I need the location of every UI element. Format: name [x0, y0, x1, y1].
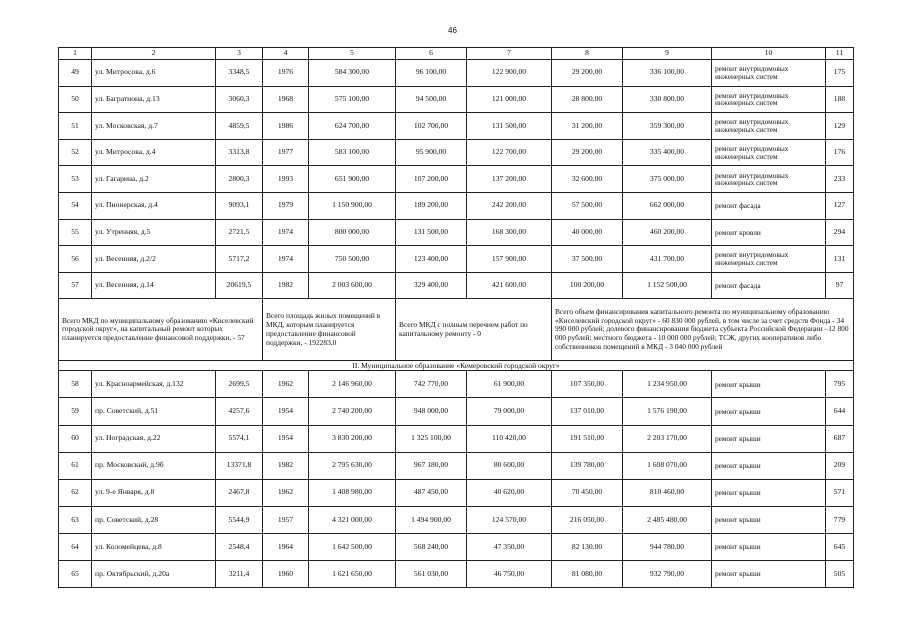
regional-budget: 242 200,00	[467, 192, 552, 219]
summary-living-area: Всего площадь жилых помещений в МКД, которым планируется предоставление финансовой поддержки, - 192283,0	[263, 299, 396, 361]
total-area: 2467,8	[216, 479, 263, 506]
fund-share: 1 325 100,00	[396, 425, 467, 452]
total-area: 3211,4	[216, 561, 263, 588]
last-column: 233	[826, 166, 854, 193]
last-column: 131	[826, 246, 854, 273]
build-year: 1954	[263, 398, 309, 425]
row-number: 61	[59, 452, 92, 479]
column-number: 2	[92, 48, 216, 60]
total-cost: 1 408 980,00	[309, 479, 396, 506]
build-year: 1962	[263, 371, 309, 398]
local-budget: 28 800,00	[552, 86, 623, 113]
total-area: 13371,8	[216, 452, 263, 479]
fund-share: 329 400,00	[396, 272, 467, 299]
work-type: ремонт внутридомовых инженерных систем	[712, 86, 826, 113]
work-type: ремонт крыши	[712, 452, 826, 479]
row-number: 59	[59, 398, 92, 425]
address: ул. Коломейцева, д.8	[92, 533, 216, 560]
local-budget: 137 010,00	[552, 398, 623, 425]
last-column: 188	[826, 86, 854, 113]
fund-share: 189 200,00	[396, 192, 467, 219]
total-cost: 584 300,00	[309, 60, 396, 87]
work-type: ремонт внутридомовых инженерных систем	[712, 246, 826, 273]
total-cost: 3 830 200,00	[309, 425, 396, 452]
address: пр. Советский, д.28	[92, 506, 216, 533]
address: ул. Весенняя, д.14	[92, 272, 216, 299]
total-area: 20619,5	[216, 272, 263, 299]
total-area: 3060,3	[216, 86, 263, 113]
total-cost: 4 321 000,00	[309, 506, 396, 533]
work-type: ремонт крыши	[712, 425, 826, 452]
owners-funds: 810 460,00	[623, 479, 712, 506]
address: ул. Митросова, д.6	[92, 60, 216, 87]
last-column: 779	[826, 506, 854, 533]
address: пр. Советский, д.51	[92, 398, 216, 425]
local-budget: 31 200,00	[552, 113, 623, 140]
regional-budget: 110 420,00	[467, 425, 552, 452]
last-column: 687	[826, 425, 854, 452]
build-year: 1979	[263, 192, 309, 219]
build-year: 1976	[263, 60, 309, 87]
regional-budget: 157 900,00	[467, 246, 552, 273]
work-type: ремонт внутридомовых инженерных систем	[712, 139, 826, 166]
work-type: ремонт кровли	[712, 219, 826, 246]
column-number: 5	[309, 48, 396, 60]
build-year: 1962	[263, 479, 309, 506]
address: ул. Красноармейская, д.132	[92, 371, 216, 398]
row-number: 49	[59, 60, 92, 87]
regional-budget: 124 570,00	[467, 506, 552, 533]
row-number: 51	[59, 113, 92, 140]
column-number: 7	[467, 48, 552, 60]
table-row	[59, 192, 854, 219]
fund-share: 96 100,00	[396, 60, 467, 87]
owners-funds: 460 200,00	[623, 219, 712, 246]
table-row	[59, 371, 854, 398]
local-budget: 81 080,00	[552, 561, 623, 588]
row-number: 62	[59, 479, 92, 506]
build-year: 1974	[263, 246, 309, 273]
regional-budget: 46 750,00	[467, 561, 552, 588]
owners-funds: 1 608 070,00	[623, 452, 712, 479]
total-area: 2800,3	[216, 166, 263, 193]
work-type: ремонт крыши	[712, 561, 826, 588]
build-year: 1954	[263, 425, 309, 452]
regional-budget: 122 900,00	[467, 60, 552, 87]
owners-funds: 335 400,00	[623, 139, 712, 166]
capital-repair-table	[58, 47, 854, 588]
total-cost: 583 100,00	[309, 139, 396, 166]
last-column: 644	[826, 398, 854, 425]
address: пр. Октябрьский, д.20а	[92, 561, 216, 588]
fund-share: 131 500,00	[396, 219, 467, 246]
owners-funds: 1 152 500,00	[623, 272, 712, 299]
total-cost: 1 642 500,00	[309, 533, 396, 560]
last-column: 294	[826, 219, 854, 246]
local-budget: 29 200,00	[552, 139, 623, 166]
local-budget: 82 130,00	[552, 533, 623, 560]
table-row	[59, 86, 854, 113]
column-number: 11	[826, 48, 854, 60]
build-year: 1960	[263, 561, 309, 588]
table-row	[59, 533, 854, 560]
address: ул. Гагарина, д.2	[92, 166, 216, 193]
total-area: 5717,2	[216, 246, 263, 273]
column-number: 4	[263, 48, 309, 60]
address: ул. Митросова, д.4	[92, 139, 216, 166]
fund-share: 95 900,00	[396, 139, 467, 166]
build-year: 1974	[263, 219, 309, 246]
row-number: 52	[59, 139, 92, 166]
regional-budget: 168 300,00	[467, 219, 552, 246]
summary-full-works: Всего МКД с полным перечнем работ по капитальному ремонту - 0	[396, 299, 552, 361]
row-number: 58	[59, 371, 92, 398]
total-cost: 800 000,00	[309, 219, 396, 246]
table-row	[59, 479, 854, 506]
fund-share: 102 700,00	[396, 113, 467, 140]
row-number: 50	[59, 86, 92, 113]
row-number: 65	[59, 561, 92, 588]
table-row	[59, 272, 854, 299]
total-cost: 2 146 960,00	[309, 371, 396, 398]
owners-funds: 2 203 170,00	[623, 425, 712, 452]
owners-funds: 359 300,00	[623, 113, 712, 140]
row-number: 53	[59, 166, 92, 193]
build-year: 1993	[263, 166, 309, 193]
row-number: 64	[59, 533, 92, 560]
section-title: II. Муниципальное образование «Кемеровский городской округ»	[59, 361, 854, 371]
last-column: 795	[826, 371, 854, 398]
column-number: 6	[396, 48, 467, 60]
total-area: 5574,1	[216, 425, 263, 452]
address: ул. Ноградская, д.22	[92, 425, 216, 452]
total-area: 4257,6	[216, 398, 263, 425]
page-number: 46	[448, 26, 457, 35]
total-cost: 624 700,00	[309, 113, 396, 140]
regional-budget: 137 200,00	[467, 166, 552, 193]
regional-budget: 79 000,00	[467, 398, 552, 425]
total-area: 3313,8	[216, 139, 263, 166]
regional-budget: 61 900,00	[467, 371, 552, 398]
last-column: 645	[826, 533, 854, 560]
table-row	[59, 139, 854, 166]
last-column: 571	[826, 479, 854, 506]
last-column: 129	[826, 113, 854, 140]
total-cost: 2 795 630,00	[309, 452, 396, 479]
total-area: 2548,4	[216, 533, 263, 560]
last-column: 175	[826, 60, 854, 87]
regional-budget: 47 350,00	[467, 533, 552, 560]
regional-budget: 40 620,00	[467, 479, 552, 506]
table-row	[59, 219, 854, 246]
work-type: ремонт крыши	[712, 479, 826, 506]
total-cost: 750 500,00	[309, 246, 396, 273]
address: ул. Утренняя, д.5	[92, 219, 216, 246]
work-type: ремонт фасада	[712, 272, 826, 299]
local-budget: 70 450,00	[552, 479, 623, 506]
owners-funds: 375 000,00	[623, 166, 712, 193]
summary-financing: Всего объем финансирования капитального ремонта по муниципальному образованию «Киселевский городской округ» - 60 830 000 рублей, в том числе за счет средств Фонда - 34 990 000 рублей; долевого финансирования бюджета субъекта Российской Федерации –12 800 000 рублей; местного бюджета - 10 000 000 рублей; ТСЖ, других кооперативов либо собственников помещений в МКД - 3 040 000 рублей	[552, 299, 854, 361]
total-cost: 651 900,00	[309, 166, 396, 193]
build-year: 1957	[263, 506, 309, 533]
total-area: 5544,9	[216, 506, 263, 533]
column-number: 9	[623, 48, 712, 60]
table-row	[59, 452, 854, 479]
owners-funds: 336 100,00	[623, 60, 712, 87]
summary-row	[59, 299, 854, 361]
local-budget: 37 500,00	[552, 246, 623, 273]
table-row	[59, 60, 854, 87]
owners-funds: 431 700,00	[623, 246, 712, 273]
owners-funds: 932 790,00	[623, 561, 712, 588]
address: пр. Московский, д.9б	[92, 452, 216, 479]
build-year: 1986	[263, 113, 309, 140]
owners-funds: 330 800,00	[623, 86, 712, 113]
local-budget: 29 200,00	[552, 60, 623, 87]
row-number: 56	[59, 246, 92, 273]
regional-budget: 80 600,00	[467, 452, 552, 479]
work-type: ремонт фасада	[712, 192, 826, 219]
build-year: 1968	[263, 86, 309, 113]
fund-share: 107 200,00	[396, 166, 467, 193]
address: ул. 9-е Января, д.8	[92, 479, 216, 506]
work-type: ремонт внутридомовых инженерных систем	[712, 113, 826, 140]
local-budget: 139 780,00	[552, 452, 623, 479]
table-row	[59, 246, 854, 273]
fund-share: 568 240,00	[396, 533, 467, 560]
section-header-row	[59, 361, 854, 371]
fund-share: 948 000,00	[396, 398, 467, 425]
local-budget: 57 500,00	[552, 192, 623, 219]
last-column: 97	[826, 272, 854, 299]
fund-share: 742 770,00	[396, 371, 467, 398]
column-number: 3	[216, 48, 263, 60]
fund-share: 1 494 900,00	[396, 506, 467, 533]
fund-share: 487 450,00	[396, 479, 467, 506]
local-budget: 32 600,00	[552, 166, 623, 193]
owners-funds: 662 000,00	[623, 192, 712, 219]
work-type: ремонт внутридомовых инженерных систем	[712, 166, 826, 193]
regional-budget: 122 700,00	[467, 139, 552, 166]
work-type: ремонт крыши	[712, 398, 826, 425]
regional-budget: 121 000,00	[467, 86, 552, 113]
total-area: 4859,5	[216, 113, 263, 140]
local-budget: 100 200,00	[552, 272, 623, 299]
table-row	[59, 425, 854, 452]
work-type: ремонт внутридомовых инженерных систем	[712, 60, 826, 87]
regional-budget: 131 500,00	[467, 113, 552, 140]
fund-share: 561 030,00	[396, 561, 467, 588]
address: ул. Весенняя, д.2/2	[92, 246, 216, 273]
last-column: 505	[826, 561, 854, 588]
table-row	[59, 506, 854, 533]
row-number: 57	[59, 272, 92, 299]
total-cost: 2 003 600,00	[309, 272, 396, 299]
local-budget: 216 050,00	[552, 506, 623, 533]
total-cost: 575 100,00	[309, 86, 396, 113]
row-number: 63	[59, 506, 92, 533]
column-number: 10	[712, 48, 826, 60]
table-row	[59, 561, 854, 588]
owners-funds: 2 485 480,00	[623, 506, 712, 533]
table-row	[59, 398, 854, 425]
regional-budget: 421 600,00	[467, 272, 552, 299]
column-number: 8	[552, 48, 623, 60]
total-area: 2721,5	[216, 219, 263, 246]
total-cost: 1 621 650,00	[309, 561, 396, 588]
total-area: 9093,1	[216, 192, 263, 219]
address: ул. Пионерская, д.4	[92, 192, 216, 219]
column-number: 1	[59, 48, 92, 60]
work-type: ремонт крыши	[712, 371, 826, 398]
owners-funds: 1 234 950,00	[623, 371, 712, 398]
build-year: 1964	[263, 533, 309, 560]
owners-funds: 1 576 190,00	[623, 398, 712, 425]
local-budget: 40 000,00	[552, 219, 623, 246]
row-number: 60	[59, 425, 92, 452]
summary-building-count: Всего МКД по муниципальному образованию «Киселевский городской округ», на капитальный ремонт которых планируется предоставление финансовой поддержки, - 57	[59, 299, 263, 361]
total-area: 3348,5	[216, 60, 263, 87]
build-year: 1977	[263, 139, 309, 166]
fund-share: 94 500,00	[396, 86, 467, 113]
table-row	[59, 166, 854, 193]
address: ул. Багратиона, д.13	[92, 86, 216, 113]
build-year: 1982	[263, 452, 309, 479]
local-budget: 107 350,00	[552, 371, 623, 398]
last-column: 176	[826, 139, 854, 166]
owners-funds: 944 780,00	[623, 533, 712, 560]
fund-share: 123 400,00	[396, 246, 467, 273]
row-number: 55	[59, 219, 92, 246]
total-cost: 1 150 900,00	[309, 192, 396, 219]
last-column: 127	[826, 192, 854, 219]
fund-share: 967 180,00	[396, 452, 467, 479]
address: ул. Московская, д.7	[92, 113, 216, 140]
column-number-row	[59, 48, 854, 60]
total-cost: 2 740 200,00	[309, 398, 396, 425]
total-area: 2699,5	[216, 371, 263, 398]
build-year: 1982	[263, 272, 309, 299]
work-type: ремонт крыши	[712, 533, 826, 560]
work-type: ремонт крыши	[712, 506, 826, 533]
local-budget: 191 510,00	[552, 425, 623, 452]
last-column: 209	[826, 452, 854, 479]
table-row	[59, 113, 854, 140]
row-number: 54	[59, 192, 92, 219]
